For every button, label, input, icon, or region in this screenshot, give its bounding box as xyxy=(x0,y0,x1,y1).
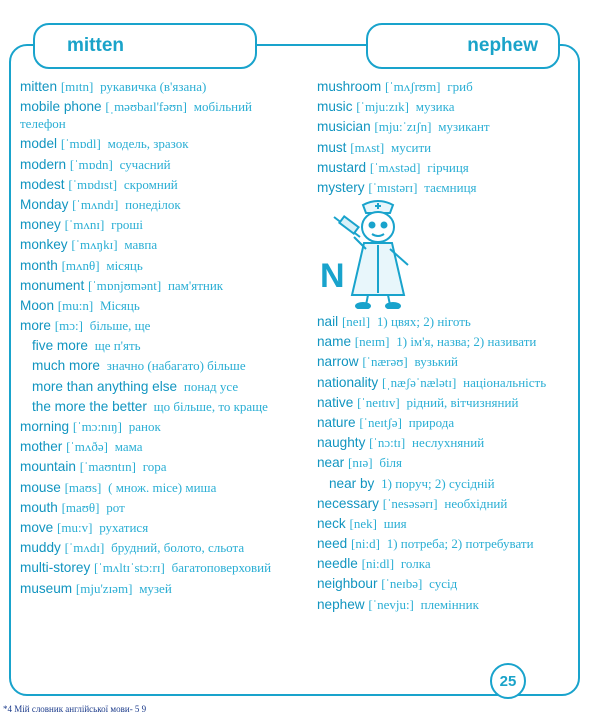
entry-word: mitten xyxy=(20,79,58,94)
entry-transcription: [ˈmʌðə] xyxy=(66,439,108,455)
entry-translation: гриб xyxy=(447,79,473,94)
entry-word: needle xyxy=(317,556,358,572)
entry-transcription: [ˌnæʃəˈnælətɪ] xyxy=(382,374,457,390)
entry-word: multi-storey xyxy=(20,560,91,576)
entry-word: money xyxy=(20,217,61,233)
dictionary-entry xyxy=(20,216,285,233)
entry-transcription: [ˈmɒdɪst] xyxy=(68,176,118,192)
entry-translation: більше, ще xyxy=(89,318,151,334)
dictionary-entry xyxy=(317,159,577,176)
dictionary-entry xyxy=(20,257,285,274)
entry-word: music xyxy=(317,99,353,115)
entry-translation: рідний, вітчизняний xyxy=(406,394,519,410)
entry-transcription: [ˈmaʊntɪn] xyxy=(79,459,136,475)
entry-word: mushroom xyxy=(317,79,382,94)
entry-translation: мусити xyxy=(390,139,432,155)
entry-word: museum xyxy=(20,580,73,596)
entry-word: nail xyxy=(317,314,339,329)
right-column-n xyxy=(317,313,577,616)
entry-word: nature xyxy=(317,414,356,430)
dictionary-entry xyxy=(317,575,577,592)
entry-transcription: [mu:v] xyxy=(57,519,93,535)
entry-translation: голка xyxy=(400,556,431,572)
entry-translation: 1) поруч; 2) сусідній xyxy=(381,475,495,491)
entry-word: must xyxy=(317,139,347,155)
entry-translation: багатоповерховий xyxy=(171,560,272,576)
entry-transcription: [ˈmɒnjʊmənt] xyxy=(88,277,162,293)
entry-transcription: [ˌməʊbaɪl'fəʊn] xyxy=(105,99,187,115)
entry-translation: мавпа xyxy=(124,237,158,253)
entry-word: much more xyxy=(32,358,100,374)
syringe-icon xyxy=(334,216,360,237)
entry-translation: неслухняний xyxy=(412,435,485,451)
entry-word: mobile phone xyxy=(20,99,102,115)
dictionary-entry xyxy=(317,454,577,471)
entry-word: month xyxy=(20,257,58,273)
dictionary-entry xyxy=(20,357,285,374)
dictionary-entry xyxy=(317,353,577,370)
entry-word: name xyxy=(317,334,352,350)
entry-word: near by xyxy=(329,475,375,491)
entry-word: need xyxy=(317,536,348,552)
entry-translation: значно (набагато) більше xyxy=(106,358,246,374)
entry-translation: національність xyxy=(463,374,547,390)
left-column xyxy=(20,78,285,600)
entry-transcription: [neɪm] xyxy=(354,334,390,350)
entry-word: mountain xyxy=(20,459,76,475)
dictionary-entry xyxy=(20,135,285,152)
entry-translation: 1) цвях; 2) ніготь xyxy=(376,314,471,329)
entry-word: mouse xyxy=(20,479,61,495)
entry-translation: музикант xyxy=(438,119,490,135)
footer-text: *4 Мій словник англійської мови- 5 9 xyxy=(3,704,147,714)
dictionary-entry xyxy=(20,479,285,496)
entry-translation: музей xyxy=(139,580,172,596)
dictionary-entry xyxy=(317,118,577,135)
dictionary-entry xyxy=(20,418,285,435)
entry-transcription: [ˈmɪstərɪ] xyxy=(368,179,418,195)
dictionary-entry xyxy=(317,495,577,512)
entry-translation: брудний, болото, сльота xyxy=(111,540,245,556)
entry-word: more xyxy=(20,318,51,334)
entry-transcription: [ˈnesəsərɪ] xyxy=(382,495,438,511)
dictionary-entry xyxy=(20,519,285,536)
entry-transcription: [neɪl] xyxy=(341,314,371,329)
entry-transcription: [mɔ:] xyxy=(54,318,83,334)
entry-transcription: [mʌnθ] xyxy=(61,257,100,273)
entry-translation: мама xyxy=(114,439,143,455)
entry-transcription: [mu:n] xyxy=(57,297,94,313)
entry-word: nephew xyxy=(317,596,365,612)
entry-transcription: [mju:ˈzɪʃn] xyxy=(374,119,432,135)
entry-translation: мобільний телефон xyxy=(20,99,253,132)
dictionary-entry xyxy=(20,98,285,132)
dictionary-entry xyxy=(317,98,577,115)
dictionary-entry xyxy=(20,499,285,516)
dictionary-entry xyxy=(317,475,577,492)
entry-translation: шия xyxy=(383,515,407,531)
entry-transcription: [ˈmʌndɪ] xyxy=(72,196,119,212)
entry-transcription: [ˈmju:zɪk] xyxy=(356,99,409,115)
entry-translation: гірчиця xyxy=(427,159,469,175)
header-right-word: nephew xyxy=(366,23,560,69)
entry-translation: пам'ятник xyxy=(167,277,224,293)
dictionary-entry xyxy=(20,78,285,95)
entry-transcription: [nɪə] xyxy=(348,455,373,471)
dictionary-entry xyxy=(20,438,285,455)
dictionary-entry xyxy=(317,596,577,613)
dictionary-entry xyxy=(20,458,285,475)
entry-transcription: [ˈmɒdl] xyxy=(60,136,101,152)
entry-transcription: [ˈnevju:] xyxy=(368,596,414,612)
entry-transcription: [ˈmʌstəd] xyxy=(369,159,421,175)
entry-translation: біля xyxy=(379,455,403,471)
entry-word: move xyxy=(20,519,54,535)
entry-word: neighbour xyxy=(317,576,378,592)
page-number: 25 xyxy=(490,663,526,699)
entry-translation: понеділок xyxy=(125,196,181,212)
entry-transcription: [ˈnærəʊ] xyxy=(362,354,408,370)
entry-transcription: [nek] xyxy=(349,515,377,531)
entry-translation: що більше, то краще xyxy=(153,398,268,414)
entry-word: modest xyxy=(20,176,65,192)
entry-transcription: [ˈmɔ:nɪŋ] xyxy=(72,419,122,434)
dictionary-entry xyxy=(20,539,285,556)
nurse-illustration xyxy=(318,197,428,309)
entry-translation: рухатися xyxy=(99,519,149,535)
entry-transcription: [mɪtn] xyxy=(60,79,94,94)
entry-transcription: [ˈmʌdɪ] xyxy=(64,540,105,556)
entry-word: modern xyxy=(20,156,67,172)
dictionary-entry xyxy=(20,156,285,173)
entry-translation: Місяць xyxy=(99,297,140,313)
entry-translation: ще п'ять xyxy=(94,338,141,354)
dictionary-entry xyxy=(317,535,577,552)
dictionary-entry xyxy=(20,236,285,253)
dictionary-entry xyxy=(317,515,577,532)
entry-transcription: [ni:dl] xyxy=(361,556,395,572)
entry-transcription: [ˈneɪtʃə] xyxy=(359,414,402,430)
entry-word: mustard xyxy=(317,159,367,175)
entry-word: morning xyxy=(20,419,70,434)
entry-word: Moon xyxy=(20,297,55,313)
entry-translation: скромний xyxy=(123,176,178,192)
entry-transcription: [ˈneɪbə] xyxy=(381,576,423,592)
entry-translation: 1) ім'я, назва; 2) називати xyxy=(396,334,537,350)
dictionary-entry xyxy=(20,378,285,395)
dictionary-entry xyxy=(317,333,577,350)
dictionary-entry xyxy=(20,317,285,334)
entry-translation: місяць xyxy=(106,257,143,273)
entry-word: musician xyxy=(317,119,371,135)
entry-word: Monday xyxy=(20,196,69,212)
entry-translation: сучасний xyxy=(119,156,171,172)
dictionary-entry xyxy=(20,398,285,415)
dictionary-entry xyxy=(317,394,577,411)
entry-word: mystery xyxy=(317,179,365,195)
entry-word: native xyxy=(317,394,354,410)
entry-word: near xyxy=(317,455,345,471)
entry-translation: племінник xyxy=(420,596,479,612)
section-letter: N xyxy=(320,257,345,295)
entry-transcription: [ˈnɔ:tɪ] xyxy=(369,435,406,451)
entry-word: mouth xyxy=(20,499,58,515)
entry-transcription: [maʊθ] xyxy=(61,499,100,515)
entry-word: monument xyxy=(20,277,85,293)
entry-word: the more the better xyxy=(32,398,147,414)
entry-transcription: [ˈmʌʃrʊm] xyxy=(385,79,441,94)
entry-translation: вузький xyxy=(414,354,459,370)
entry-translation: ранок xyxy=(128,419,161,434)
entry-translation: понад усе xyxy=(183,378,239,394)
entry-translation: таємниця xyxy=(424,179,477,195)
entry-word: narrow xyxy=(317,354,359,370)
dictionary-entry xyxy=(20,337,285,354)
dictionary-entry xyxy=(20,580,285,597)
entry-transcription: [mʌst] xyxy=(350,139,385,155)
dictionary-entry xyxy=(20,176,285,193)
entry-transcription: [ˈmʌŋkɪ] xyxy=(71,237,118,253)
entry-word: nationality xyxy=(317,374,379,390)
entry-translation: необхідний xyxy=(444,495,508,511)
entry-translation: 1) потреба; 2) потребувати xyxy=(386,536,534,552)
entry-translation: ( множ. mice) миша xyxy=(108,479,217,495)
dictionary-entry xyxy=(317,313,577,330)
entry-word: model xyxy=(20,136,58,152)
entry-translation: музика xyxy=(415,99,455,115)
entry-transcription: [ˈmʌnɪ] xyxy=(64,217,105,233)
dictionary-entry xyxy=(317,78,577,95)
entry-word: naughty xyxy=(317,435,366,451)
entry-word: five more xyxy=(32,338,88,354)
dictionary-entry xyxy=(317,414,577,431)
header-left-word: mitten xyxy=(33,23,257,69)
entry-word: neck xyxy=(317,515,346,531)
entry-translation: сусід xyxy=(429,576,458,592)
entry-transcription: [ˈmɒdn] xyxy=(69,156,113,172)
dictionary-entry xyxy=(20,297,285,314)
entry-word: monkey xyxy=(20,237,68,253)
entry-translation: модель, зразок xyxy=(107,136,189,152)
dictionary-entry xyxy=(20,196,285,213)
entry-transcription: [ni:d] xyxy=(351,536,380,552)
entry-transcription: [ˈmʌltɪˈstɔ:rɪ] xyxy=(94,560,165,576)
entry-word: muddy xyxy=(20,540,61,556)
entry-word: mother xyxy=(20,439,63,455)
entry-transcription: [mju'zɪəm] xyxy=(75,580,133,596)
dictionary-entry xyxy=(317,139,577,156)
entry-translation: рот xyxy=(106,499,125,515)
entry-translation: гора xyxy=(142,459,167,475)
entry-transcription: [ˈneɪtɪv] xyxy=(357,394,400,410)
dictionary-entry xyxy=(317,179,577,196)
right-column xyxy=(317,78,577,199)
dictionary-entry xyxy=(317,434,577,451)
entry-translation: гроші xyxy=(111,217,144,233)
entry-word: more than anything else xyxy=(32,378,178,394)
entry-transcription: [maʊs] xyxy=(64,479,102,495)
dictionary-entry xyxy=(20,559,285,576)
dictionary-entry xyxy=(20,277,285,294)
entry-word: necessary xyxy=(317,495,379,511)
dictionary-entry xyxy=(317,374,577,391)
entry-translation: рукавичка (в'язана) xyxy=(100,79,207,94)
entry-translation: природа xyxy=(408,414,455,430)
nurse-figure xyxy=(352,201,408,309)
dictionary-entry xyxy=(317,555,577,572)
